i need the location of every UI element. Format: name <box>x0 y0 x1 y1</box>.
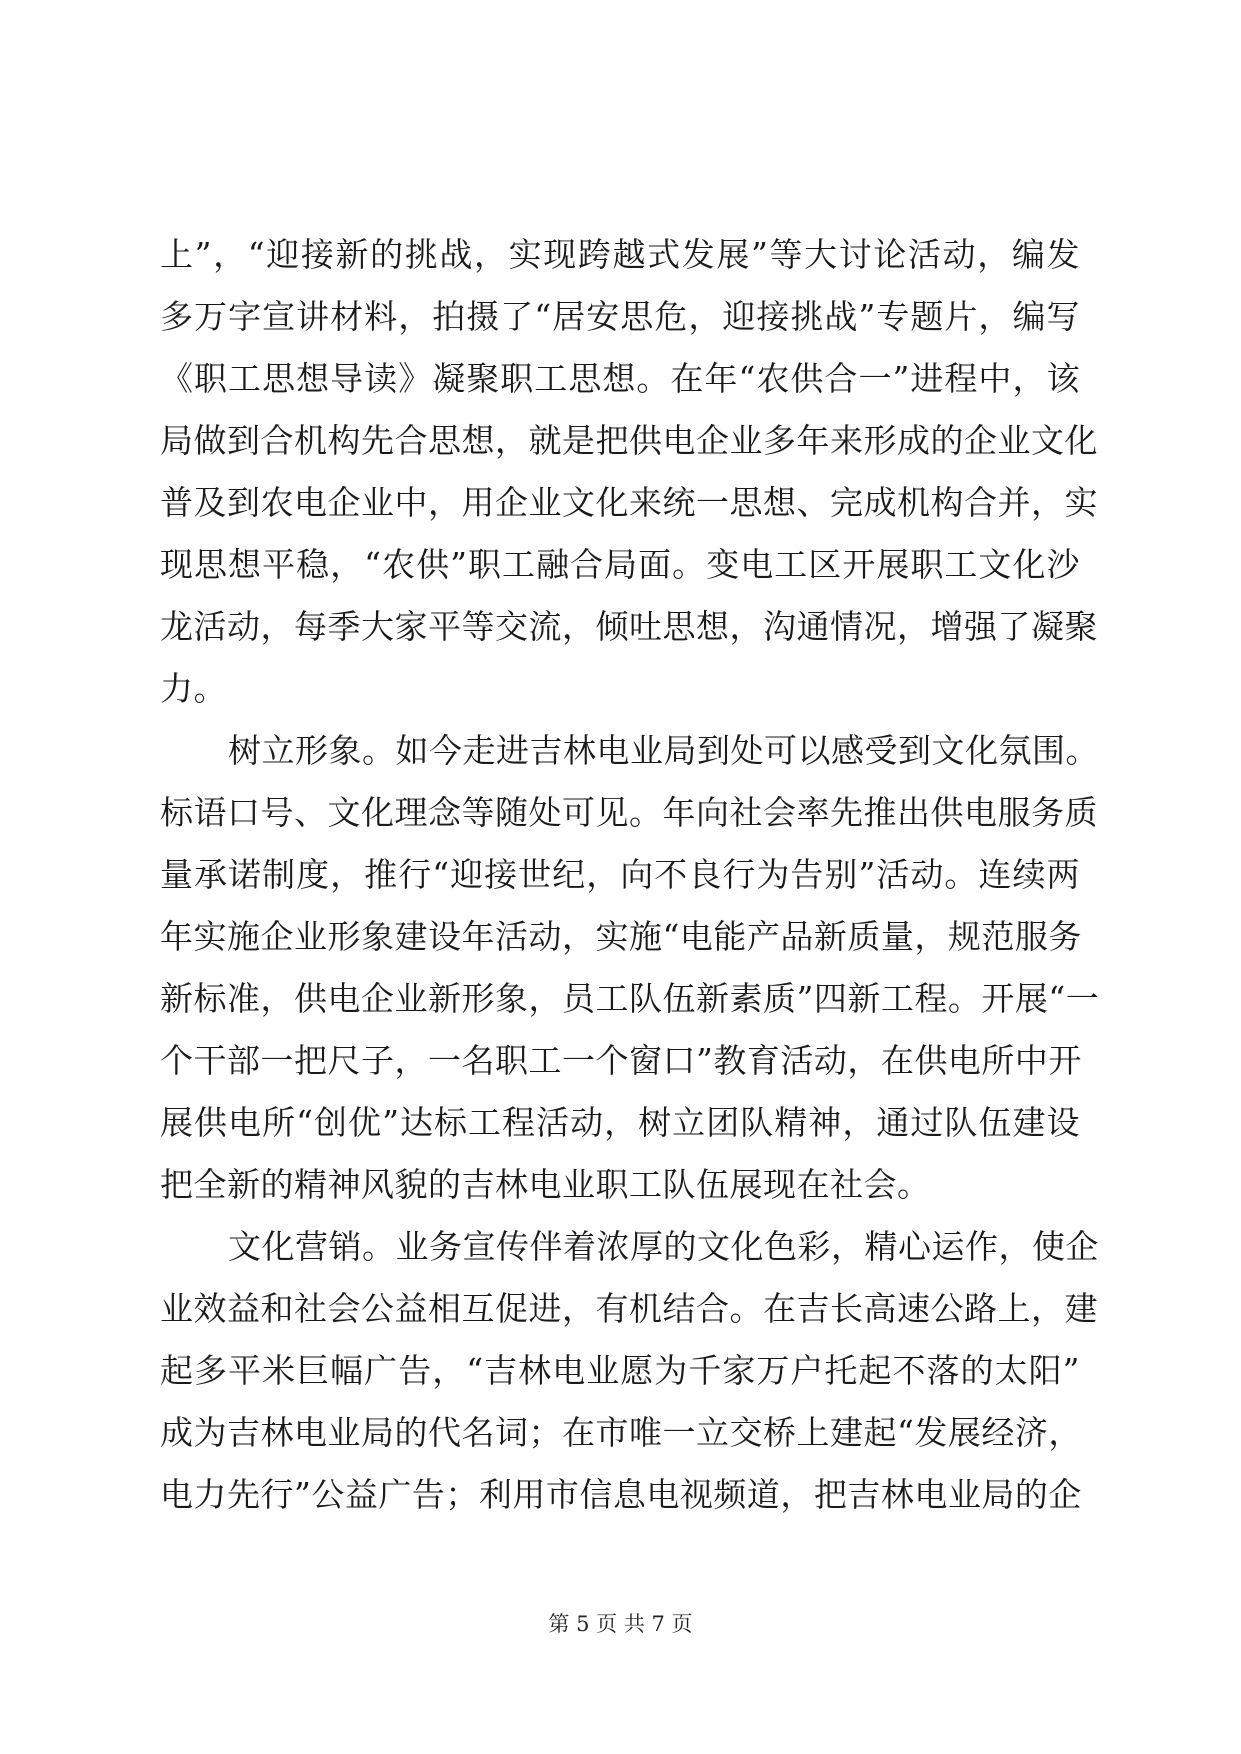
text-line: 成为吉林电业局的代名词；在市唯一立交桥上建起“发展经济， <box>160 1413 1082 1452</box>
text-line: 上”，“迎接新的挑战，实现跨越式发展”等大讨论活动，编发 <box>160 235 1080 274</box>
text-line: 量承诺制度，推行“迎接世纪，向不良行为告别”活动。连续两 <box>160 855 1080 894</box>
page-number-footer: 第 5 页 共 7 页 <box>548 1612 693 1636</box>
text-line: 普及到农电企业中，用企业文化来统一思想、完成机构合并，实 <box>160 483 1098 522</box>
text-line: 力。 <box>160 669 227 708</box>
text-line: 电力先行”公益广告；利用市信息电视频道，把吉林电业局的企 <box>160 1475 1082 1514</box>
text-line: 标语口号、文化理念等随处可见。年向社会率先推出供电服务质 <box>160 793 1098 832</box>
text-line: 现思想平稳，“农供”职工融合局面。变电工区开展职工文化沙 <box>160 545 1080 584</box>
text-line: 《职工思想导读》凝聚职工思想。在年“农供合一”进程中，该 <box>160 359 1080 398</box>
text-line: 展供电所“创优”达标工程活动，树立团队精神，通过队伍建设 <box>160 1103 1080 1142</box>
text-line: 新标准，供电企业新形象，员工队伍新素质”四新工程。开展“一 <box>160 979 1100 1018</box>
text-line: 业效益和社会公益相互促进，有机结合。在吉长高速公路上，建 <box>160 1289 1098 1328</box>
paragraph-start-line: 文化营销。业务宣传伴着浓厚的文化色彩，精心运作，使企 <box>228 1227 1099 1266</box>
text-line: 龙活动，每季大家平等交流，倾吐思想，沟通情况，增强了凝聚 <box>160 607 1098 646</box>
text-line: 把全新的精神风貌的吉林电业职工队伍展现在社会。 <box>160 1165 931 1204</box>
text-line: 多万字宣讲材料，拍摄了“居安思危，迎接挑战”专题片，编写 <box>160 297 1080 336</box>
paragraph-start-line: 树立形象。如今走进吉林电业局到处可以感受到文化氛围。 <box>228 731 1099 770</box>
text-line: 年实施企业形象建设年活动，实施“电能产品新质量，规范服务 <box>160 917 1082 956</box>
document-body <box>160 224 1100 1526</box>
text-line: 起多平米巨幅广告，“吉林电业愿为千家万户托起不落的太阳” <box>160 1351 1080 1390</box>
text-line: 局做到合机构先合思想，就是把供电企业多年来形成的企业文化 <box>160 421 1098 460</box>
text-line: 个干部一把尺子，一名职工一个窗口”教育活动，在供电所中开 <box>160 1041 1082 1080</box>
